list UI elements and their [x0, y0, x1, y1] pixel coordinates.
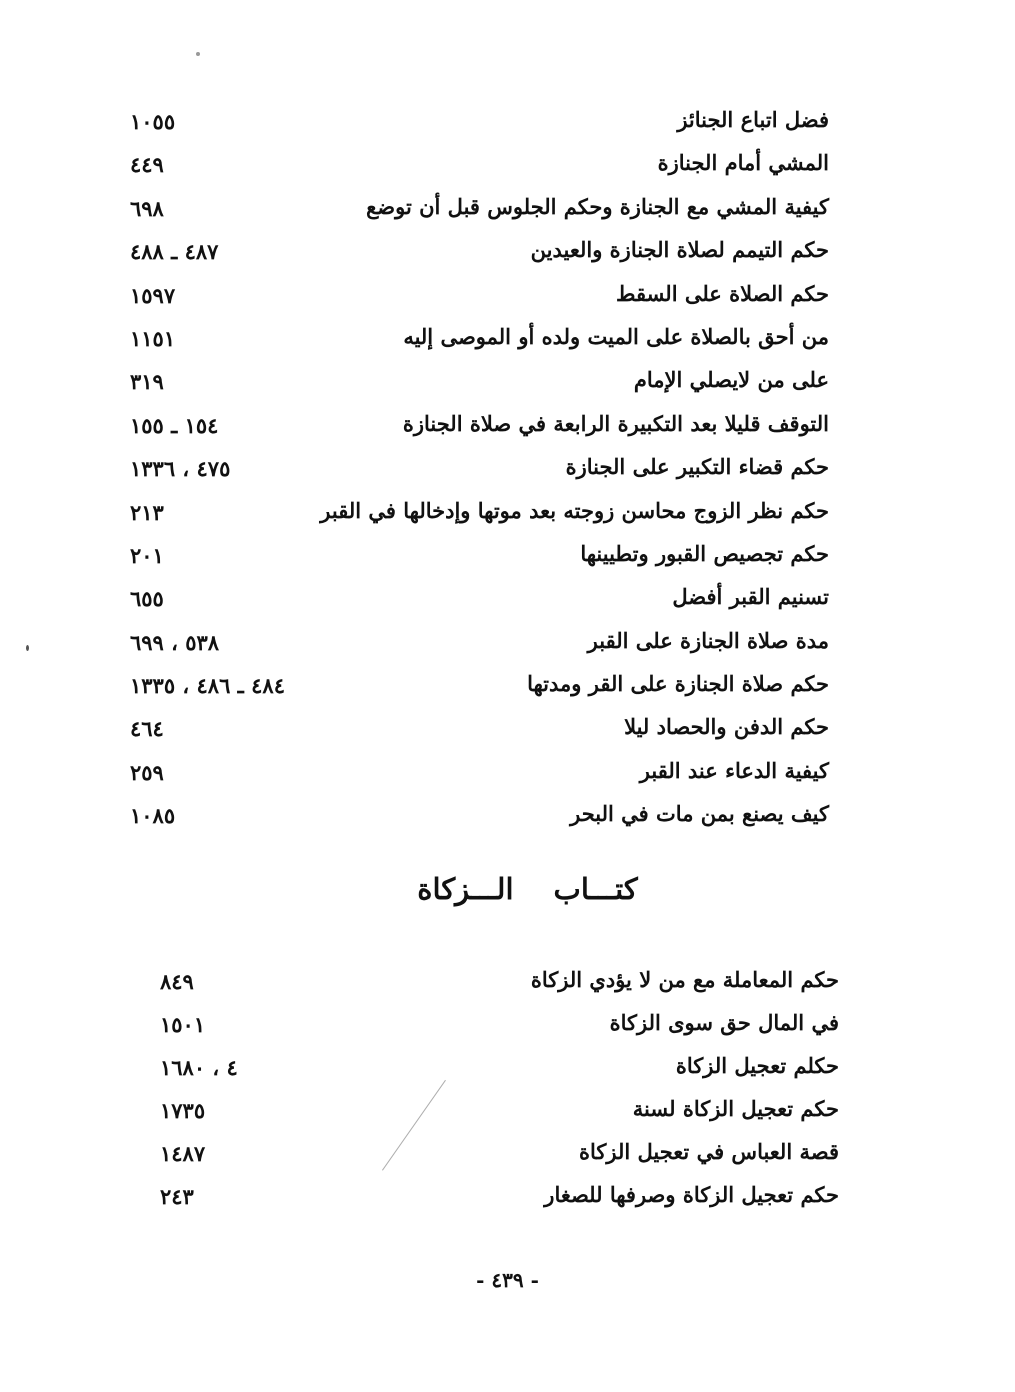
- index-entry: [0, 1003, 1015, 1046]
- entry-title: حكم صلاة الجنازة على القر ومدتها: [527, 671, 829, 697]
- entry-page-numbers: ١٥٤ ـ ١٥٥: [130, 412, 219, 438]
- index-entry: [0, 621, 1015, 664]
- index-entry: [0, 1132, 1015, 1175]
- entry-page-numbers: ٢٥٩: [130, 759, 164, 785]
- index-entry: [0, 491, 1015, 534]
- entry-page-numbers: ٤٨٤ ـ ٤٨٦ ، ١٣٣٥: [130, 673, 285, 699]
- entry-title: كيف يصنع بمن مات في البحر: [570, 801, 829, 827]
- entry-page-numbers: ١٠٨٥: [130, 803, 176, 829]
- entry-title: حكم المعاملة مع من لا يؤدي الزكاة: [530, 967, 839, 992]
- entry-page-numbers: ٤٨٧ ـ ٤٨٨: [130, 239, 219, 265]
- entry-page-numbers: ١٧٣٥: [160, 1098, 206, 1123]
- entry-title: فضل اتباع الجنائز: [677, 107, 829, 132]
- entry-title: حكم قضاء التكبير على الجنازة: [565, 454, 829, 480]
- chapter-heading: [0, 872, 1015, 906]
- index-entry: [0, 317, 1015, 360]
- index-entry: [0, 794, 1015, 837]
- entry-title: حكم نظر الزوج محاسن زوجته بعد موتها وإدخالها في القبر: [320, 497, 829, 523]
- index-entry: [0, 143, 1015, 186]
- entry-page-numbers: ٤٤٩: [130, 152, 164, 178]
- scan-speck: [196, 52, 200, 56]
- entry-page-numbers: ٦٥٥: [130, 586, 164, 612]
- index-entry: [0, 274, 1015, 317]
- entry-page-numbers: ٢٤٣: [160, 1184, 194, 1209]
- index-entry: [0, 664, 1015, 707]
- index-entry: [0, 1175, 1015, 1218]
- entry-title: التوقف قليلا بعد التكبيرة الرابعة في صلاة الجنازة: [402, 410, 829, 436]
- index-entry: [0, 534, 1015, 577]
- index-entry: [0, 187, 1015, 230]
- index-entry: [0, 1089, 1015, 1132]
- index-entry: [0, 751, 1015, 794]
- index-entry: [0, 360, 1015, 403]
- index-entry: [0, 404, 1015, 447]
- entry-title: كيفية الدعاء عند القبر: [639, 757, 829, 783]
- entry-page-numbers: ٥٣٨ ، ٦٩٩: [130, 629, 220, 655]
- entry-page-numbers: ١٠٥٥: [130, 109, 176, 134]
- entry-page-numbers: ٤ ، ١٦٨٠: [160, 1055, 238, 1080]
- entry-title: حكلم تعجيل الزكاة: [675, 1053, 839, 1078]
- entry-page-numbers: ١٥٩٧: [130, 282, 176, 308]
- index-section-funerals: [0, 100, 1015, 838]
- scan-speck: [26, 645, 29, 651]
- entry-title: على من لايصلي الإمام: [633, 367, 829, 393]
- chapter-heading-word: الـــزكاة: [417, 872, 514, 906]
- index-entry: [0, 707, 1015, 750]
- entry-title: حكم تعجيل الزكاة وصرفها للصغار: [544, 1182, 839, 1207]
- index-entry: [0, 447, 1015, 490]
- entry-title: حكم التيمم لصلاة الجنازة والعيدين: [530, 237, 829, 263]
- entry-page-numbers: ٢١٣: [130, 499, 164, 525]
- entry-title: من أحق بالصلاة على الميت ولده أو الموصى إليه: [403, 323, 829, 349]
- entry-page-numbers: ٦٩٨: [130, 195, 164, 221]
- entry-title: حكم الدفن والحصاد ليلا: [624, 714, 829, 740]
- entry-page-numbers: ٤٧٥ ، ١٣٣٦: [130, 456, 231, 482]
- entry-title: قصة العباس في تعجيل الزكاة: [578, 1139, 839, 1164]
- entry-title: حكم الصلاة على السقط: [616, 280, 829, 306]
- entry-page-numbers: ١٤٨٧: [160, 1141, 206, 1166]
- entry-page-numbers: ٨٤٩: [160, 969, 194, 994]
- entry-page-numbers: ١١٥١: [130, 325, 176, 351]
- entry-page-numbers: ٢٠١: [130, 542, 164, 568]
- page-number: - ٤٣٩ -: [476, 1268, 539, 1292]
- entry-page-numbers: ١٥٠١: [160, 1012, 206, 1037]
- index-entry: [0, 230, 1015, 273]
- index-entry: [0, 100, 1015, 143]
- entry-title: حكم تجصيص القبور وتطيينها: [580, 540, 829, 566]
- chapter-heading-word: كتـــاب: [553, 872, 638, 906]
- entry-title: حكم تعجيل الزكاة لسنة: [632, 1096, 839, 1121]
- entry-title: كيفية المشي مع الجنازة وحكم الجلوس قبل أن توضع: [366, 193, 829, 219]
- entry-title: تسنيم القبر أفضل: [672, 584, 829, 610]
- entry-page-numbers: ٤٦٤: [130, 716, 164, 742]
- entry-title: في المال حق سوى الزكاة: [609, 1010, 839, 1035]
- entry-title: المشي أمام الجنازة: [657, 150, 829, 176]
- index-entry: [0, 960, 1015, 1003]
- index-entry: [0, 1046, 1015, 1089]
- entry-page-numbers: ٣١٩: [130, 369, 164, 395]
- index-entry: [0, 577, 1015, 620]
- index-section-zakat: [0, 960, 1015, 1218]
- entry-title: مدة صلاة الجنازة على القبر: [587, 627, 829, 653]
